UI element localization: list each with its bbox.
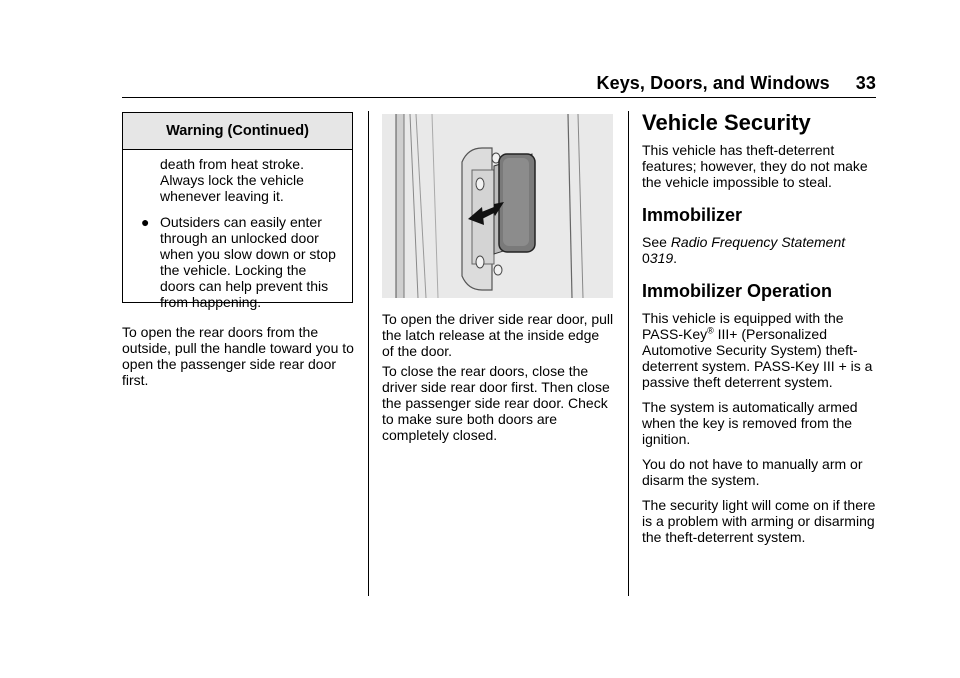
rear-doors-close-text: To close the rear doors, close the driver side rear door first. Then close the passenger side rear door. Check to make sure both doors are completely closed. (382, 363, 610, 443)
door-latch-illustration (382, 114, 613, 298)
radio-frequency-link[interactable]: Radio Frequency Statement (670, 234, 846, 250)
registered-mark: ® (707, 325, 714, 336)
manual-arm-text: You do not have to manually arm or disarm the system. (642, 456, 863, 488)
ref-period: . (673, 250, 678, 266)
bullet-icon: ● (141, 214, 150, 230)
column-divider-left (368, 111, 369, 596)
vehicle-security-heading: Vehicle Security (642, 110, 811, 135)
page-ref-arrow-icon: 0 (642, 250, 650, 266)
security-light-text: The security light will come on if there is a problem with arming or disarming the theft-deterrent system. (642, 497, 876, 545)
warning-title: Warning (Continued) (123, 113, 352, 150)
header-rule (122, 97, 876, 98)
warning-bullet-item (135, 214, 342, 310)
page-header (560, 73, 876, 93)
warning-bullet-text: Outsiders can easily enter through an unlocked door when you slow down or stop the vehicle. Locking the doors can help prevent this from happening. (160, 214, 336, 310)
warning-body (123, 150, 352, 310)
rear-doors-outside-text: To open the rear doors from the outside, pull the handle toward you to open the passenger side rear door first. (122, 324, 354, 388)
warning-box (122, 112, 353, 310)
page-number: 33 (855, 73, 876, 93)
driver-rear-door-open-text: To open the driver side rear door, pull the latch release at the inside edge of the door. (382, 311, 614, 359)
immobilizer-reference (642, 234, 878, 266)
column-divider-right (628, 111, 629, 596)
pass-key-description (642, 310, 878, 390)
right-column (642, 110, 878, 554)
warning-continued-text: death from heat stroke. Always lock the vehicle whenever leaving it. (160, 156, 304, 204)
pass-key-text-a: This vehicle is equipped with the PASS-Key (642, 310, 844, 342)
auto-armed-text: The system is automatically armed when the key is removed from the ignition. (642, 399, 858, 447)
immobilizer-heading: Immobilizer (642, 205, 743, 225)
vehicle-security-text: This vehicle has theft-deterrent features; however, they do not make the vehicle impossible to steal. (642, 142, 868, 190)
immobilizer-operation-heading: Immobilizer Operation (642, 281, 833, 301)
pass-key-text-b: III+ (Personalized Automotive Security System) theft-deterrent system. PASS-Key III + is a passive theft deterrent system. (642, 326, 873, 390)
section-title: Keys, Doors, and Windows (596, 73, 830, 93)
see-label: See (642, 234, 667, 250)
page-ref-number[interactable]: 319 (649, 250, 674, 266)
